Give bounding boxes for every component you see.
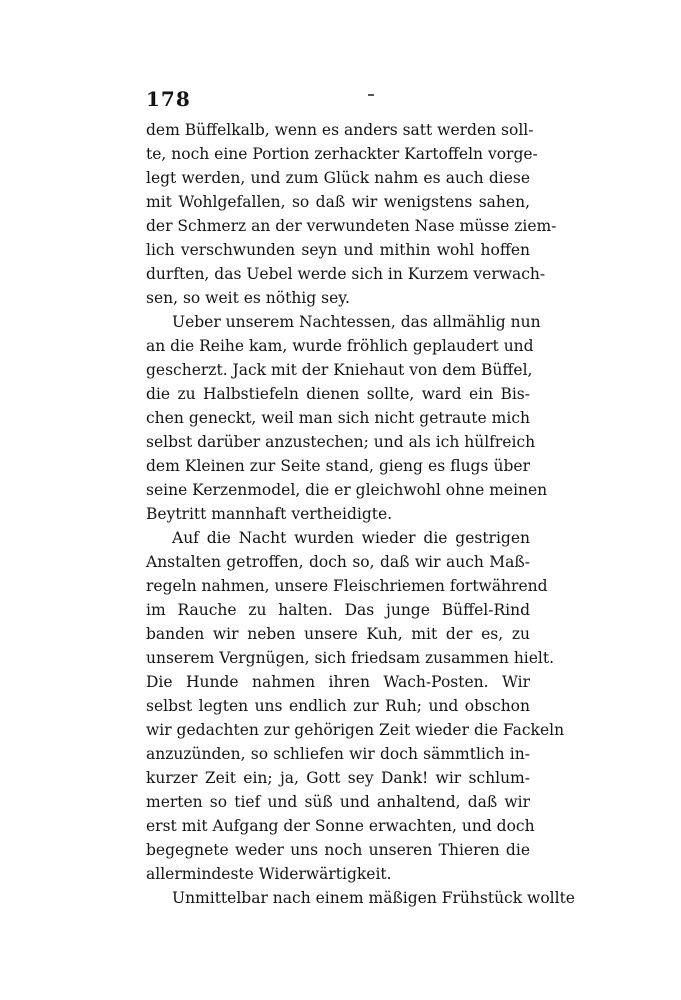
text-line: dem Kleinen zur Seite stand, gieng es flugs über	[146, 457, 530, 475]
page-number: 178	[146, 87, 191, 111]
text-line: selbst darüber anzustechen; und als ich hülfreich	[146, 433, 536, 451]
text-line: Anstalten getroffen, doch so, daß wir auch Maß-	[146, 553, 530, 571]
text-line: Ueber unserem Nachtessen, das allmählig nun	[172, 313, 541, 331]
text-line: dem Büffelkalb, wenn es anders satt werden soll-	[146, 121, 534, 139]
text-line: Die Hunde nahmen ihren Wach-Posten. Wir	[146, 673, 530, 691]
text-line: banden wir neben unsere Kuh, mit der es, zu	[146, 625, 530, 643]
text-line: regeln nahmen, unsere Fleischriemen fortwährend	[146, 577, 548, 595]
text-line: selbst legten uns endlich zur Ruh; und obschon	[146, 697, 530, 715]
text-line: allermindeste Widerwärtigkeit.	[146, 865, 392, 883]
paragraph	[146, 526, 565, 886]
text-block	[146, 118, 575, 910]
header-mark	[368, 94, 374, 96]
text-line: gescherzt. Jack mit der Kniehaut von dem Büffel,	[146, 361, 533, 379]
text-line: mit Wohlgefallen, so daß wir wenigstens sahen,	[146, 193, 530, 211]
text-line: die zu Halbstiefeln dienen sollte, ward ein Bis-	[146, 385, 530, 403]
text-line: lich verschwunden seyn und mithin wohl hoffen	[146, 241, 530, 259]
text-line: te, noch eine Portion zerhackter Kartoffeln vorge-	[146, 145, 538, 163]
text-line: legt werden, und zum Glück nahm es auch diese	[146, 169, 530, 187]
text-line: Auf die Nacht wurden wieder die gestrigen	[172, 529, 530, 547]
paragraph	[146, 118, 557, 310]
text-line: unserem Vergnügen, sich friedsam zusammen hielt.	[146, 649, 555, 667]
text-line: durften, das Uebel werde sich in Kurzem verwach-	[146, 265, 546, 283]
text-line: Unmittelbar nach einem mäßigen Frühstück wollte	[172, 889, 575, 907]
text-line: an die Reihe kam, wurde fröhlich geplaudert und	[146, 337, 534, 355]
text-line: im Rauche zu halten. Das junge Büffel-Rind	[146, 601, 530, 619]
text-line: erst mit Aufgang der Sonne erwachten, und doch	[146, 817, 535, 835]
text-line: kurzer Zeit ein; ja, Gott sey Dank! wir schlum-	[146, 769, 530, 787]
text-line: begegnete weder uns noch unseren Thieren die	[146, 841, 530, 859]
text-line: sen, so weit es nöthig sey.	[146, 289, 350, 307]
text-line: chen geneckt, weil man sich nicht getraute mich	[146, 409, 530, 427]
text-line: der Schmerz an der verwundeten Nase müsse ziem-	[146, 217, 557, 235]
text-line: merten so tief und süß und anhaltend, daß wir	[146, 793, 530, 811]
text-line: wir gedachten zur gehörigen Zeit wieder die Fackeln	[146, 721, 565, 739]
text-line: seine Kerzenmodel, die er gleichwohl ohne meinen	[146, 481, 548, 499]
paragraph	[146, 310, 548, 526]
text-line: anzuzünden, so schliefen wir doch sämmtlich in-	[146, 745, 530, 763]
text-line: Beytritt mannhaft vertheidigte.	[146, 505, 393, 523]
paragraph	[146, 886, 575, 910]
